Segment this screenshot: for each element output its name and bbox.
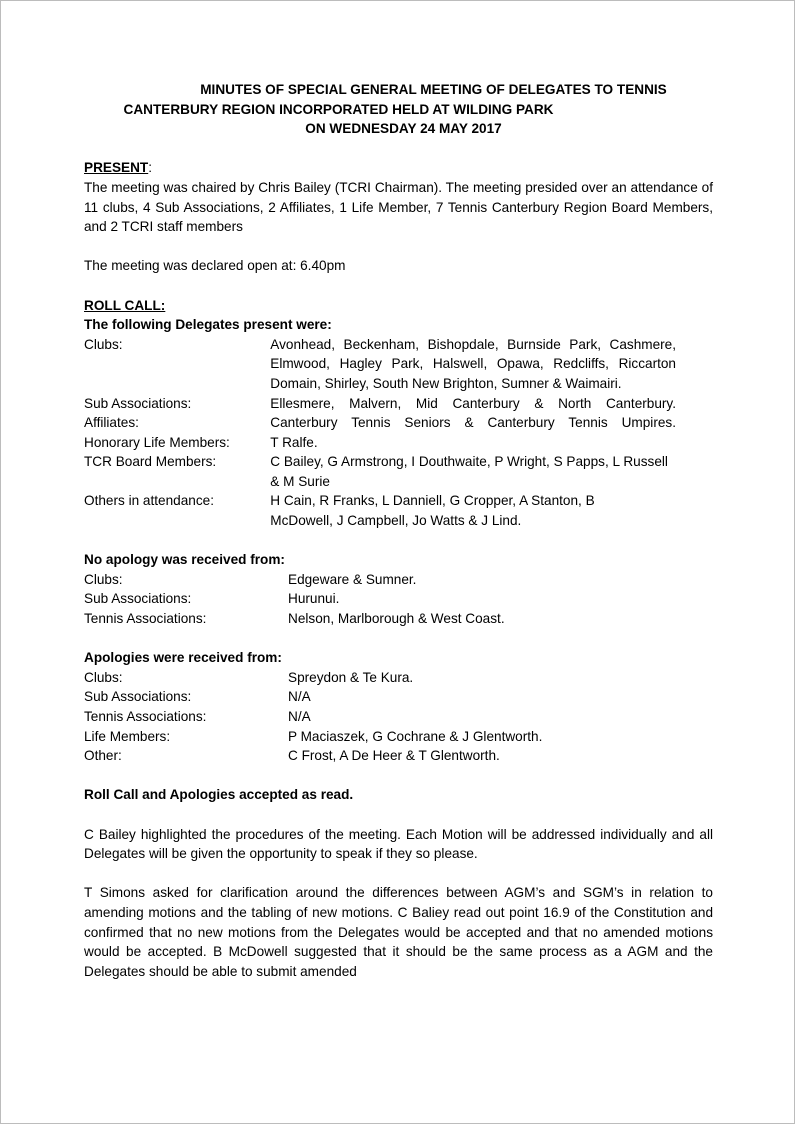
row-value: Hurunui. [288,591,340,607]
row-value: Avonhead, Beckenham, Bishopdale, Burnside Park, Cashmere, Elmwood, Hagley Park, Halswell, Opawa, Redcliffs, Riccarton Domain, Shirley, South New Brighton, Sumner & Waimairi. [270,336,676,391]
row-value: Edgeware & Sumner. [288,571,417,587]
table-row [84,394,713,414]
accepted-statement: Roll Call and Apologies accepted as read. [84,787,354,803]
no-apology-table [84,570,713,629]
table-row [84,609,713,629]
table-row [84,491,713,530]
title-line-1: MINUTES OF SPECIAL GENERAL MEETING OF DELEGATES TO TENNIS [200,82,667,97]
apologies-table [84,668,713,766]
row-value: T Ralfe. [270,434,318,450]
row-label: Others in attendance: [84,493,214,509]
table-row [84,668,713,688]
row-label: Sub Associations: [84,689,192,705]
row-label: Sub Associations: [84,395,192,411]
row-value: Canterbury Tennis Seniors & Canterbury Tennis Umpires. [270,415,676,431]
minutes-title [84,80,713,139]
row-label: TCR Board Members: [84,454,217,470]
table-row [84,335,713,394]
present-heading-text: PRESENT [84,160,149,176]
row-value: N/A [288,689,311,705]
title-line-2: CANTERBURY REGION INCORPORATED HELD AT WILDING PARK [123,101,554,117]
present-heading-colon: : [148,160,152,176]
row-label: Clubs: [84,669,123,685]
row-label: Tennis Associations: [84,709,207,724]
row-value: P Maciaszek, G Cochrane & J Glentworth. [288,728,543,744]
apologies-heading: Apologies were received from: [84,650,282,666]
row-label: Honorary Life Members: [84,434,230,450]
row-label: Clubs: [84,571,123,587]
clarification-paragraph: T Simons asked for clarification around the differences between AGM’s and SGM’s in relation to amending motions and the tabling of new motions. C Baliey read out point 16.9 of the Constitution and confirmed that no new motions from the Delegates would be accepted and that no amended motions would be accepted. B McDowell suggested that it should be the same process as a AGM and the Delegates should be able to submit amended [84,885,713,979]
row-value: C Bailey, G Armstrong, I Douthwaite, P Wright, S Papps, L Russell & M Surie [270,454,668,489]
declared-open: The meeting was declared open at: 6.40pm [84,258,346,274]
row-label: Sub Associations: [84,591,192,607]
present-heading [84,158,713,178]
table-row [84,746,713,766]
row-value: Ellesmere, Malvern, Mid Canterbury & North Canterbury. [270,395,676,411]
row-label: Tennis Associations: [84,611,207,627]
row-value: H Cain, R Franks, L Danniell, G Cropper, A Stanton, B McDowell, J Campbell, Jo Watts & J Lind. [270,493,595,529]
procedures-paragraph: C Bailey highlighted the procedures of the meeting. Each Motion will be addressed individually and all Delegates will be given the opportunity to speak if they so please. [84,826,713,862]
table-row [84,413,713,433]
table-row [84,433,713,453]
row-value: Spreydon & Te Kura. [288,669,414,685]
present-text: The meeting was chaired by Chris Bailey (TCRI Chairman). The meeting presided over an attendance of 11 clubs, 4 Sub Associations, 2 Affiliates, 1 Life Member, 7 Tennis Canterbury Region Board Members, and 2 TCRI staff members [84,179,713,235]
table-row [84,589,713,609]
roll-call-table [84,335,713,531]
table-row [84,707,713,727]
row-label: Other: [84,748,122,764]
row-label: Life Members: [84,728,171,744]
row-label: Clubs: [84,336,123,352]
table-row [84,687,713,707]
roll-call-heading: ROLL CALL: [84,297,166,313]
no-apology-heading: No apology was received from: [84,552,285,568]
row-value: N/A [288,709,311,724]
document-body [84,80,713,981]
table-row [84,570,713,590]
row-value: Nelson, Marlborough & West Coast. [288,611,505,627]
row-label: Affiliates: [84,415,139,431]
table-row [84,727,713,747]
title-line-3: ON WEDNESDAY 24 MAY 2017 [305,121,502,137]
row-value: C Frost, A De Heer & T Glentworth. [288,748,500,764]
roll-call-subheading: The following Delegates present were: [84,317,332,333]
table-row [84,452,713,491]
